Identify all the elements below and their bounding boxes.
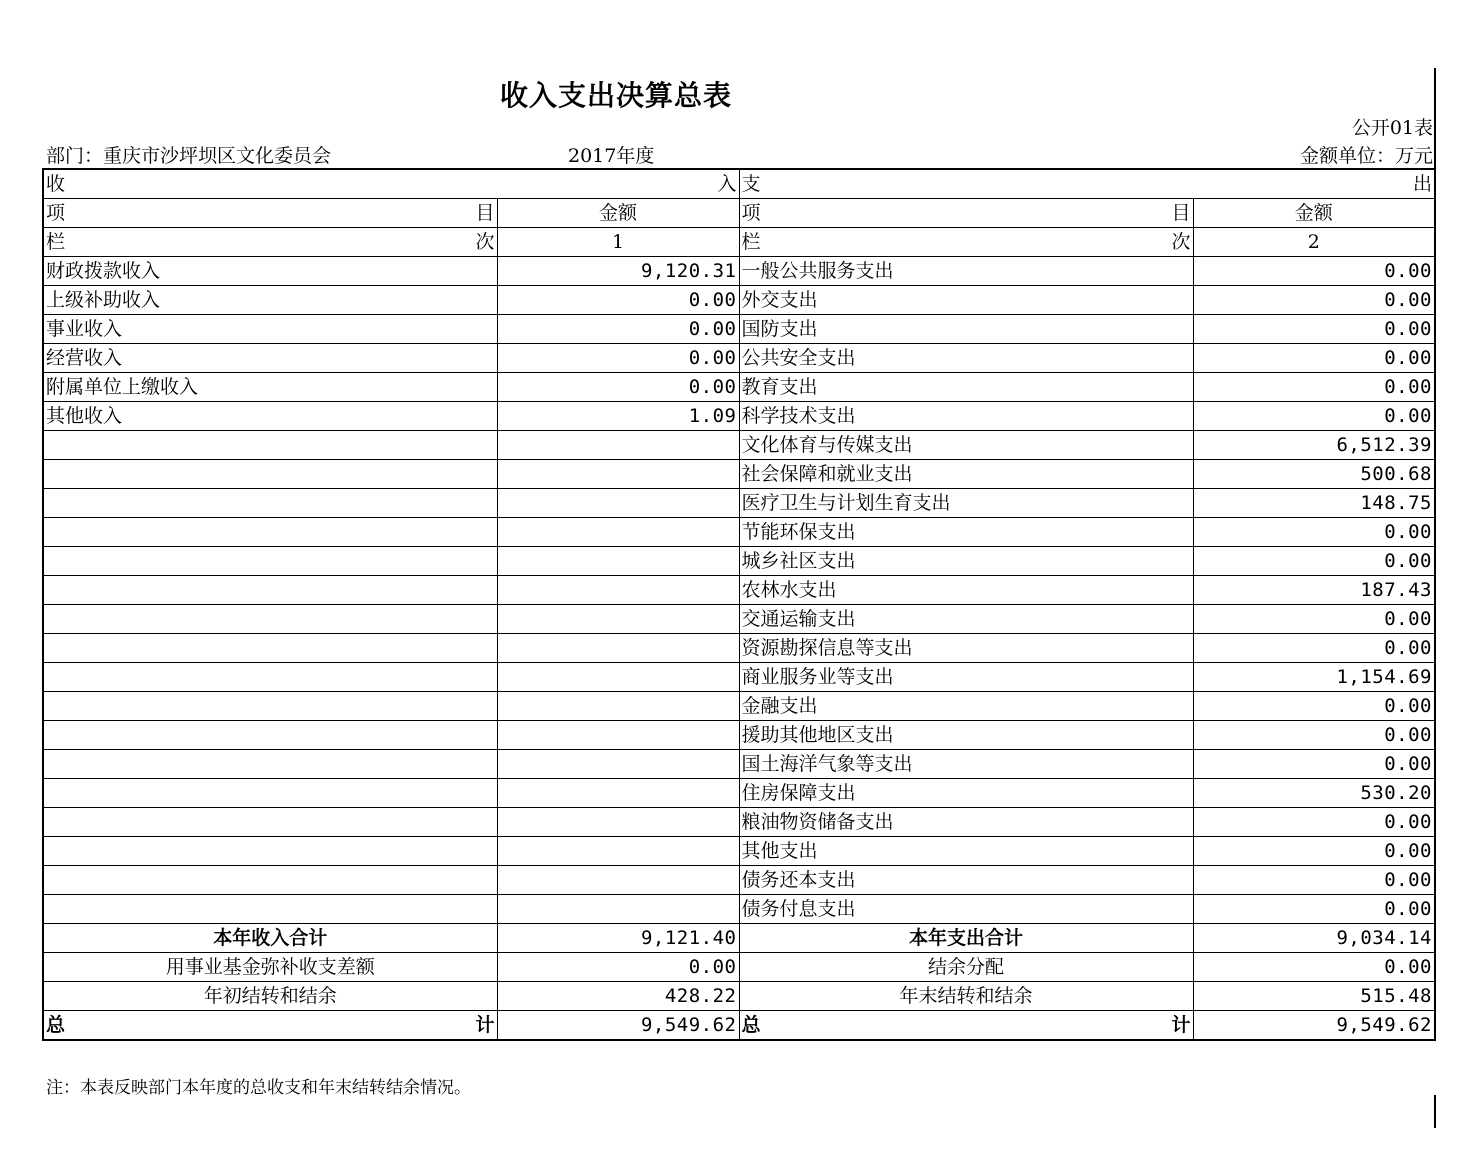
table-row bbox=[43, 692, 1435, 721]
income-item-label: 财政拨款收入 bbox=[43, 257, 497, 286]
income-item-value bbox=[497, 663, 739, 692]
income-item-label bbox=[43, 866, 497, 895]
income-item-label bbox=[43, 779, 497, 808]
income-item-value: 0.00 bbox=[497, 286, 739, 315]
table-row bbox=[43, 460, 1435, 489]
expense-header-left: 支 bbox=[741, 173, 761, 195]
ending-balance-value: 515.48 bbox=[1193, 982, 1435, 1011]
expense-item-value: 0.00 bbox=[1193, 634, 1435, 663]
expense-item-label: 文化体育与传媒支出 bbox=[739, 431, 1193, 460]
table-row bbox=[43, 402, 1435, 431]
income-item-value: 1.09 bbox=[497, 402, 739, 431]
footnote: 注：本表反映部门本年度的总收支和年末结转结余情况。 bbox=[46, 1078, 471, 1098]
expense-item-value: 0.00 bbox=[1193, 286, 1435, 315]
item-header-left: 项 bbox=[741, 202, 761, 224]
expense-item-label: 一般公共服务支出 bbox=[739, 257, 1193, 286]
expense-item-value: 0.00 bbox=[1193, 344, 1435, 373]
income-item-label bbox=[43, 837, 497, 866]
expense-item-label: 援助其他地区支出 bbox=[739, 721, 1193, 750]
income-item-label bbox=[43, 518, 497, 547]
grand-total-right: 计 bbox=[475, 1014, 495, 1036]
expense-item-label: 社会保障和就业支出 bbox=[739, 460, 1193, 489]
expense-item-value: 187.43 bbox=[1193, 576, 1435, 605]
adjustment-row bbox=[43, 953, 1435, 982]
page-margin-line-top bbox=[1434, 68, 1436, 170]
table-row bbox=[43, 373, 1435, 402]
income-item-label bbox=[43, 605, 497, 634]
expense-item-label: 城乡社区支出 bbox=[739, 547, 1193, 576]
income-item-value bbox=[497, 837, 739, 866]
income-item-label bbox=[43, 663, 497, 692]
expense-item-value: 6,512.39 bbox=[1193, 431, 1435, 460]
annual-total-row bbox=[43, 924, 1435, 953]
table-row bbox=[43, 634, 1435, 663]
income-item-value bbox=[497, 489, 739, 518]
income-item-label bbox=[43, 547, 497, 576]
income-item-label: 其他收入 bbox=[43, 402, 497, 431]
grand-total-right: 计 bbox=[1171, 1014, 1191, 1036]
expense-item-label: 资源勘探信息等支出 bbox=[739, 634, 1193, 663]
expense-item-value: 0.00 bbox=[1193, 518, 1435, 547]
beginning-balance-label: 年初结转和结余 bbox=[43, 982, 497, 1011]
expense-column-label bbox=[739, 228, 1193, 257]
item-header-left: 项 bbox=[46, 202, 66, 224]
item-header-right: 目 bbox=[475, 202, 495, 224]
column-header-row bbox=[43, 199, 1435, 228]
income-item-value bbox=[497, 518, 739, 547]
income-item-label: 经营收入 bbox=[43, 344, 497, 373]
income-expense-table bbox=[42, 168, 1436, 1041]
surplus-distribution-label: 结余分配 bbox=[739, 953, 1193, 982]
expense-item-header bbox=[739, 199, 1193, 228]
expense-item-value: 0.00 bbox=[1193, 692, 1435, 721]
income-item-value bbox=[497, 460, 739, 489]
table-row bbox=[43, 895, 1435, 924]
income-item-value bbox=[497, 576, 739, 605]
page-title: 收入支出决算总表 bbox=[500, 79, 733, 112]
table-row bbox=[43, 721, 1435, 750]
column-label-right: 次 bbox=[475, 231, 495, 253]
column-label-left: 栏 bbox=[46, 231, 66, 253]
expense-item-label: 粮油物资储备支出 bbox=[739, 808, 1193, 837]
grand-total-row bbox=[43, 1011, 1435, 1041]
income-item-value bbox=[497, 634, 739, 663]
expense-item-label: 其他支出 bbox=[739, 837, 1193, 866]
balance-row bbox=[43, 982, 1435, 1011]
income-item-label bbox=[43, 460, 497, 489]
expense-item-label: 交通运输支出 bbox=[739, 605, 1193, 634]
income-item-header bbox=[43, 199, 497, 228]
income-item-label bbox=[43, 576, 497, 605]
income-item-label: 附属单位上缴收入 bbox=[43, 373, 497, 402]
table-row bbox=[43, 518, 1435, 547]
expense-item-value: 500.68 bbox=[1193, 460, 1435, 489]
income-item-label bbox=[43, 431, 497, 460]
table-row bbox=[43, 605, 1435, 634]
expense-item-label: 教育支出 bbox=[739, 373, 1193, 402]
column-number-row bbox=[43, 228, 1435, 257]
table-row bbox=[43, 576, 1435, 605]
expense-item-value: 0.00 bbox=[1193, 895, 1435, 924]
table-row bbox=[43, 344, 1435, 373]
income-item-value: 9,120.31 bbox=[497, 257, 739, 286]
income-header-right: 入 bbox=[717, 173, 737, 195]
income-item-label: 事业收入 bbox=[43, 315, 497, 344]
expense-item-label: 国土海洋气象等支出 bbox=[739, 750, 1193, 779]
table-header-row bbox=[43, 169, 1435, 199]
table-row bbox=[43, 750, 1435, 779]
column-number-1: 1 bbox=[497, 228, 739, 257]
expense-item-label: 债务付息支出 bbox=[739, 895, 1193, 924]
income-item-value bbox=[497, 721, 739, 750]
grand-total-income-label bbox=[43, 1011, 497, 1041]
expense-item-label: 医疗卫生与计划生育支出 bbox=[739, 489, 1193, 518]
page-margin-line-bottom bbox=[1434, 1095, 1436, 1128]
fund-offset-label: 用事业基金弥补收支差额 bbox=[43, 953, 497, 982]
expense-item-value: 0.00 bbox=[1193, 315, 1435, 344]
surplus-distribution-value: 0.00 bbox=[1193, 953, 1435, 982]
grand-total-expense-value: 9,549.62 bbox=[1193, 1011, 1435, 1041]
income-item-value: 0.00 bbox=[497, 344, 739, 373]
column-number-2: 2 bbox=[1193, 228, 1435, 257]
fund-offset-value: 0.00 bbox=[497, 953, 739, 982]
income-item-value bbox=[497, 605, 739, 634]
income-item-label: 上级补助收入 bbox=[43, 286, 497, 315]
expense-total-value: 9,034.14 bbox=[1193, 924, 1435, 953]
amount-unit: 金额单位：万元 bbox=[1299, 145, 1433, 167]
income-item-value bbox=[497, 779, 739, 808]
expense-total-label: 本年支出合计 bbox=[739, 924, 1193, 953]
expense-item-value: 0.00 bbox=[1193, 402, 1435, 431]
expense-item-value: 1,154.69 bbox=[1193, 663, 1435, 692]
table-row bbox=[43, 837, 1435, 866]
income-item-value bbox=[497, 895, 739, 924]
table-row bbox=[43, 489, 1435, 518]
income-item-value bbox=[497, 692, 739, 721]
form-number: 公开01表 bbox=[1351, 117, 1433, 139]
expense-item-value: 0.00 bbox=[1193, 808, 1435, 837]
fiscal-year: 2017年度 bbox=[568, 145, 655, 167]
table-row bbox=[43, 431, 1435, 460]
income-item-value bbox=[497, 866, 739, 895]
beginning-balance-value: 428.22 bbox=[497, 982, 739, 1011]
expense-item-label: 国防支出 bbox=[739, 315, 1193, 344]
income-item-label bbox=[43, 895, 497, 924]
grand-total-left: 总 bbox=[741, 1014, 761, 1036]
expense-item-label: 科学技术支出 bbox=[739, 402, 1193, 431]
table-row bbox=[43, 286, 1435, 315]
income-header-left: 收 bbox=[46, 173, 66, 195]
income-column-label bbox=[43, 228, 497, 257]
expense-item-value: 530.20 bbox=[1193, 779, 1435, 808]
income-total-value: 9,121.40 bbox=[497, 924, 739, 953]
table-row bbox=[43, 547, 1435, 576]
table-row bbox=[43, 779, 1435, 808]
income-item-label bbox=[43, 692, 497, 721]
expense-item-label: 商业服务业等支出 bbox=[739, 663, 1193, 692]
expense-item-value: 0.00 bbox=[1193, 373, 1435, 402]
table-row bbox=[43, 808, 1435, 837]
income-item-label bbox=[43, 721, 497, 750]
department-label: 部门：重庆市沙坪坝区文化委员会 bbox=[46, 145, 332, 167]
income-header-cell bbox=[43, 169, 739, 199]
grand-total-expense-label bbox=[739, 1011, 1193, 1041]
income-item-value bbox=[497, 431, 739, 460]
table-row bbox=[43, 315, 1435, 344]
expense-item-value: 0.00 bbox=[1193, 750, 1435, 779]
grand-total-income-value: 9,549.62 bbox=[497, 1011, 739, 1041]
income-amount-header: 金额 bbox=[497, 199, 739, 228]
table-row bbox=[43, 866, 1435, 895]
expense-item-value: 148.75 bbox=[1193, 489, 1435, 518]
expense-amount-header: 金额 bbox=[1193, 199, 1435, 228]
expense-item-label: 公共安全支出 bbox=[739, 344, 1193, 373]
expense-item-value: 0.00 bbox=[1193, 605, 1435, 634]
expense-item-value: 0.00 bbox=[1193, 257, 1435, 286]
income-total-label: 本年收入合计 bbox=[43, 924, 497, 953]
income-item-value: 0.00 bbox=[497, 373, 739, 402]
table-row bbox=[43, 663, 1435, 692]
table-row bbox=[43, 257, 1435, 286]
income-item-value bbox=[497, 808, 739, 837]
expense-item-value: 0.00 bbox=[1193, 547, 1435, 576]
expense-item-value: 0.00 bbox=[1193, 837, 1435, 866]
expense-item-value: 0.00 bbox=[1193, 866, 1435, 895]
column-label-right: 次 bbox=[1171, 231, 1191, 253]
expense-header-right: 出 bbox=[1412, 173, 1432, 195]
income-item-label bbox=[43, 808, 497, 837]
income-item-value bbox=[497, 547, 739, 576]
expense-item-label: 金融支出 bbox=[739, 692, 1193, 721]
income-item-value bbox=[497, 750, 739, 779]
expense-item-label: 住房保障支出 bbox=[739, 779, 1193, 808]
item-header-right: 目 bbox=[1171, 202, 1191, 224]
column-label-left: 栏 bbox=[741, 231, 761, 253]
income-item-label bbox=[43, 750, 497, 779]
expense-item-label: 农林水支出 bbox=[739, 576, 1193, 605]
expense-item-label: 节能环保支出 bbox=[739, 518, 1193, 547]
expense-item-value: 0.00 bbox=[1193, 721, 1435, 750]
expense-item-label: 外交支出 bbox=[739, 286, 1193, 315]
expense-item-label: 债务还本支出 bbox=[739, 866, 1193, 895]
expense-header-cell bbox=[739, 169, 1435, 199]
income-item-value: 0.00 bbox=[497, 315, 739, 344]
income-item-label bbox=[43, 634, 497, 663]
ending-balance-label: 年末结转和结余 bbox=[739, 982, 1193, 1011]
income-item-label bbox=[43, 489, 497, 518]
grand-total-left: 总 bbox=[46, 1014, 66, 1036]
